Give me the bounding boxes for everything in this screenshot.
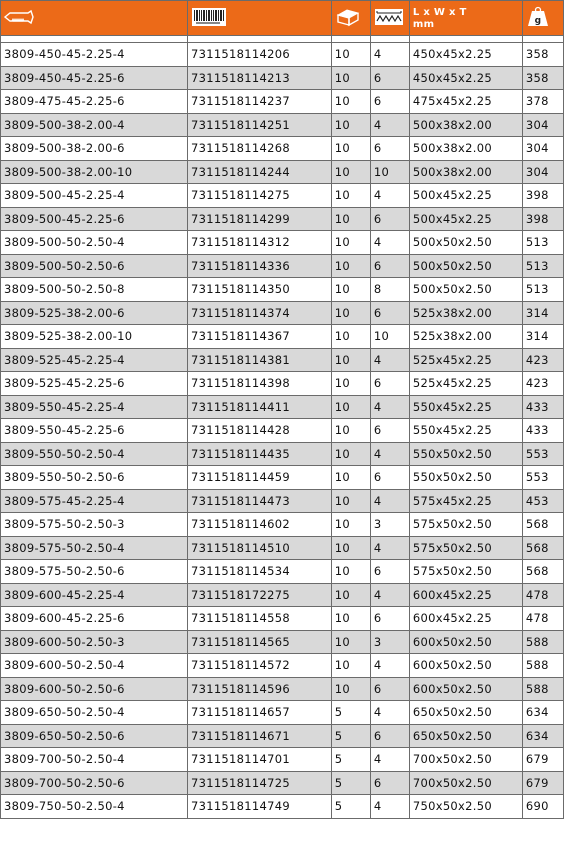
- article-number-cell: 3809-600-50-2.50-4: [1, 654, 188, 678]
- dimensions-cell: 650x50x2.50: [409, 724, 522, 748]
- dimensions-cell: 575x45x2.25: [409, 489, 522, 513]
- dimensions-cell: 550x50x2.50: [409, 466, 522, 490]
- teeth-per-inch-cell: 6: [370, 372, 409, 396]
- article-number-cell: 3809-600-45-2.25-6: [1, 607, 188, 631]
- table-row: [1, 301, 564, 325]
- article-number-cell: 3809-575-50-2.50-3: [1, 513, 188, 537]
- weight-cell: 433: [522, 395, 563, 419]
- article-number-cell: 3809-575-50-2.50-4: [1, 536, 188, 560]
- article-number-cell: 3809-550-45-2.25-4: [1, 395, 188, 419]
- package-quantity-cell: 10: [331, 66, 370, 90]
- weight-cell: 398: [522, 207, 563, 231]
- package-quantity-cell: 10: [331, 442, 370, 466]
- ean-code-cell: 7311518114206: [187, 43, 331, 67]
- teeth-per-inch-cell: 4: [370, 583, 409, 607]
- article-number-cell: 3809-575-45-2.25-4: [1, 489, 188, 513]
- article-number-cell: 3809-500-38-2.00-4: [1, 113, 188, 137]
- package-quantity-cell: 10: [331, 489, 370, 513]
- package-quantity-cell: 10: [331, 184, 370, 208]
- teeth-per-inch-cell: 4: [370, 113, 409, 137]
- article-number-cell: 3809-450-45-2.25-6: [1, 66, 188, 90]
- weight-cell: 588: [522, 654, 563, 678]
- weight-cell: 478: [522, 607, 563, 631]
- package-quantity-cell: 10: [331, 348, 370, 372]
- weight-cell: 478: [522, 583, 563, 607]
- package-quantity-cell: 5: [331, 724, 370, 748]
- package-quantity-cell: 10: [331, 90, 370, 114]
- dimensions-cell: 525x38x2.00: [409, 325, 522, 349]
- ean-code-cell: 7311518114572: [187, 654, 331, 678]
- teeth-per-inch-cell: 4: [370, 442, 409, 466]
- table-row: [1, 372, 564, 396]
- package-quantity-cell: 10: [331, 113, 370, 137]
- weight-cell: 314: [522, 325, 563, 349]
- weight-cell: 423: [522, 348, 563, 372]
- weight-cell: 679: [522, 771, 563, 795]
- table-row: [1, 254, 564, 278]
- dimensions-cell: 750x50x2.50: [409, 795, 522, 819]
- dimensions-cell: 550x50x2.50: [409, 442, 522, 466]
- teeth-per-inch-cell: 4: [370, 536, 409, 560]
- weight-cell: 634: [522, 724, 563, 748]
- header-article-number: [1, 1, 188, 36]
- table-row: [1, 513, 564, 537]
- package-quantity-cell: 10: [331, 466, 370, 490]
- ean-code-cell: 7311518114237: [187, 90, 331, 114]
- weight-cell: 513: [522, 254, 563, 278]
- header-ean-code: [187, 1, 331, 36]
- article-number-cell: 3809-575-50-2.50-6: [1, 560, 188, 584]
- dimensions-cell: 500x50x2.50: [409, 231, 522, 255]
- table-row: [1, 583, 564, 607]
- teeth-per-inch-cell: 4: [370, 654, 409, 678]
- table-row: [1, 207, 564, 231]
- article-number-cell: 3809-550-50-2.50-4: [1, 442, 188, 466]
- ean-code-cell: 7311518114244: [187, 160, 331, 184]
- package-quantity-cell: 5: [331, 748, 370, 772]
- table-row: [1, 536, 564, 560]
- package-quantity-cell: 10: [331, 254, 370, 278]
- article-number-cell: 3809-500-50-2.50-8: [1, 278, 188, 302]
- teeth-per-inch-cell: 6: [370, 466, 409, 490]
- teeth-per-inch-cell: 6: [370, 254, 409, 278]
- weight-cell: 568: [522, 536, 563, 560]
- table-row: [1, 231, 564, 255]
- table-row: [1, 442, 564, 466]
- dimensions-cell: 525x45x2.25: [409, 348, 522, 372]
- table-row: [1, 748, 564, 772]
- header-weight: [522, 1, 563, 36]
- package-quantity-cell: 10: [331, 301, 370, 325]
- weight-cell: 513: [522, 231, 563, 255]
- package-quantity-cell: 10: [331, 513, 370, 537]
- article-number-cell: 3809-525-45-2.25-6: [1, 372, 188, 396]
- package-quantity-cell: 10: [331, 160, 370, 184]
- teeth-per-inch-cell: 4: [370, 43, 409, 67]
- package-quantity-cell: 10: [331, 583, 370, 607]
- dimensions-cell: 600x45x2.25: [409, 583, 522, 607]
- weight-cell: 304: [522, 113, 563, 137]
- teeth-per-inch-cell: 4: [370, 348, 409, 372]
- ean-code-cell: 7311518114657: [187, 701, 331, 725]
- weight-cell: 679: [522, 748, 563, 772]
- package-quantity-cell: 10: [331, 278, 370, 302]
- article-number-cell: 3809-500-50-2.50-4: [1, 231, 188, 255]
- weight-cell: 358: [522, 66, 563, 90]
- table-row: [1, 795, 564, 819]
- weight-cell: 358: [522, 43, 563, 67]
- package-quantity-cell: 5: [331, 795, 370, 819]
- teeth-per-inch-cell: 8: [370, 278, 409, 302]
- ean-code-cell: 7311518114701: [187, 748, 331, 772]
- ean-code-cell: 7311518114565: [187, 630, 331, 654]
- ean-code-cell: 7311518114251: [187, 113, 331, 137]
- weight-cell: 553: [522, 442, 563, 466]
- dimensions-cell: 550x45x2.25: [409, 395, 522, 419]
- ean-code-cell: 7311518114510: [187, 536, 331, 560]
- dimensions-cell: 450x45x2.25: [409, 66, 522, 90]
- dimensions-cell: 500x38x2.00: [409, 137, 522, 161]
- weight-unit: g: [534, 15, 542, 26]
- dimensions-cell: 600x45x2.25: [409, 607, 522, 631]
- article-number-cell: 3809-600-45-2.25-4: [1, 583, 188, 607]
- header-dimensions: [409, 1, 522, 36]
- ean-code-cell: 7311518114367: [187, 325, 331, 349]
- weight-cell: 634: [522, 701, 563, 725]
- ean-code-cell: 7311518114725: [187, 771, 331, 795]
- dimensions-cell: 575x50x2.50: [409, 560, 522, 584]
- table-header: [1, 1, 564, 36]
- article-number-cell: 3809-525-38-2.00-10: [1, 325, 188, 349]
- weight-cell: 588: [522, 677, 563, 701]
- package-quantity-cell: 10: [331, 43, 370, 67]
- package-quantity-cell: 10: [331, 419, 370, 443]
- ean-code-cell: 7311518114534: [187, 560, 331, 584]
- teeth-per-inch-cell: 6: [370, 301, 409, 325]
- weight-icon: [526, 6, 550, 31]
- ean-code-cell: 7311518114749: [187, 795, 331, 819]
- dimensions-cell: 500x45x2.25: [409, 207, 522, 231]
- ean-code-cell: 7311518114268: [187, 137, 331, 161]
- article-number-cell: 3809-600-50-2.50-3: [1, 630, 188, 654]
- table-row: [1, 560, 564, 584]
- table-row: [1, 160, 564, 184]
- teeth-per-inch-cell: 10: [370, 325, 409, 349]
- table-body: [1, 36, 564, 819]
- teeth-per-inch-cell: 6: [370, 560, 409, 584]
- weight-cell: 568: [522, 560, 563, 584]
- dimensions-cell: 550x45x2.25: [409, 419, 522, 443]
- article-number-cell: 3809-750-50-2.50-4: [1, 795, 188, 819]
- table-row: [1, 724, 564, 748]
- table-row: [1, 90, 564, 114]
- teeth-per-inch-cell: 6: [370, 677, 409, 701]
- table-row: [1, 278, 564, 302]
- weight-cell: 314: [522, 301, 563, 325]
- ean-code-cell: 7311518114602: [187, 513, 331, 537]
- teeth-per-inch-cell: 6: [370, 607, 409, 631]
- article-number-cell: 3809-500-38-2.00-10: [1, 160, 188, 184]
- table-row: [1, 771, 564, 795]
- table-row: [1, 701, 564, 725]
- teeth-per-inch-cell: 4: [370, 395, 409, 419]
- article-number-cell: 3809-450-45-2.25-4: [1, 43, 188, 67]
- package-quantity-cell: 10: [331, 325, 370, 349]
- ean-code-cell: 7311518114435: [187, 442, 331, 466]
- table-row: [1, 43, 564, 67]
- teeth-per-inch-cell: 4: [370, 795, 409, 819]
- package-quantity-cell: 5: [331, 771, 370, 795]
- ean-code-cell: 7311518114459: [187, 466, 331, 490]
- teeth-per-inch-cell: 3: [370, 630, 409, 654]
- dimensions-cell: 575x50x2.50: [409, 513, 522, 537]
- weight-cell: 568: [522, 513, 563, 537]
- package-quantity-cell: 10: [331, 536, 370, 560]
- article-number-cell: 3809-600-50-2.50-6: [1, 677, 188, 701]
- article-number-cell: 3809-525-38-2.00-6: [1, 301, 188, 325]
- package-quantity-cell: 10: [331, 607, 370, 631]
- dimensions-cell: 600x50x2.50: [409, 630, 522, 654]
- article-number-cell: 3809-500-45-2.25-6: [1, 207, 188, 231]
- teeth-per-inch-cell: 4: [370, 701, 409, 725]
- package-quantity-cell: 10: [331, 395, 370, 419]
- ean-code-cell: 7311518114299: [187, 207, 331, 231]
- teeth-per-inch-cell: 3: [370, 513, 409, 537]
- dimensions-cell: 450x45x2.25: [409, 43, 522, 67]
- article-number-cell: 3809-500-45-2.25-4: [1, 184, 188, 208]
- teeth-per-inch-cell: 10: [370, 160, 409, 184]
- header-teeth-per-inch: [370, 1, 409, 36]
- dimensions-cell: 525x45x2.25: [409, 372, 522, 396]
- teeth-per-inch-cell: 6: [370, 90, 409, 114]
- package-quantity-cell: 5: [331, 701, 370, 725]
- teeth-per-inch-cell: 6: [370, 137, 409, 161]
- box-icon: [335, 7, 361, 30]
- dimensions-cell: 500x38x2.00: [409, 160, 522, 184]
- package-quantity-cell: 10: [331, 231, 370, 255]
- weight-cell: 398: [522, 184, 563, 208]
- header-gap: [1, 36, 564, 43]
- table-row: [1, 113, 564, 137]
- dimensions-cell: 575x50x2.50: [409, 536, 522, 560]
- ean-code-cell: 7311518114336: [187, 254, 331, 278]
- table-row: [1, 66, 564, 90]
- teeth-per-inch-cell: 4: [370, 748, 409, 772]
- dimensions-cell: 525x38x2.00: [409, 301, 522, 325]
- ean-code-cell: 7311518114558: [187, 607, 331, 631]
- weight-cell: 690: [522, 795, 563, 819]
- table-row: [1, 607, 564, 631]
- dimensions-cell: 500x45x2.25: [409, 184, 522, 208]
- article-number-cell: 3809-650-50-2.50-4: [1, 701, 188, 725]
- article-number-cell: 3809-700-50-2.50-6: [1, 771, 188, 795]
- dimensions-cell: 600x50x2.50: [409, 654, 522, 678]
- table-row: [1, 184, 564, 208]
- weight-cell: 453: [522, 489, 563, 513]
- ean-code-cell: 7311518172275: [187, 583, 331, 607]
- weight-cell: 433: [522, 419, 563, 443]
- teeth-per-inch-cell: 6: [370, 66, 409, 90]
- ean-code-cell: 7311518114275: [187, 184, 331, 208]
- weight-cell: 588: [522, 630, 563, 654]
- ean-code-cell: 7311518114411: [187, 395, 331, 419]
- table-row: [1, 137, 564, 161]
- article-number-cell: 3809-700-50-2.50-4: [1, 748, 188, 772]
- article-number-cell: 3809-550-45-2.25-6: [1, 419, 188, 443]
- dimensions-cell: 600x50x2.50: [409, 677, 522, 701]
- teeth-per-inch-cell: 4: [370, 489, 409, 513]
- weight-cell: 304: [522, 160, 563, 184]
- dimensions-cell: 475x45x2.25: [409, 90, 522, 114]
- article-number-cell: 3809-650-50-2.50-6: [1, 724, 188, 748]
- ean-code-cell: 7311518114312: [187, 231, 331, 255]
- package-quantity-cell: 10: [331, 560, 370, 584]
- table-row: [1, 325, 564, 349]
- teeth-per-inch-cell: 6: [370, 207, 409, 231]
- package-quantity-cell: 10: [331, 654, 370, 678]
- ean-code-cell: 7311518114213: [187, 66, 331, 90]
- dimension-unit: mm: [412, 19, 435, 30]
- package-quantity-cell: 10: [331, 137, 370, 161]
- ean-code-cell: 7311518114350: [187, 278, 331, 302]
- ean-code-cell: 7311518114398: [187, 372, 331, 396]
- ean-code-cell: 7311518114374: [187, 301, 331, 325]
- teeth-per-inch-cell: 6: [370, 771, 409, 795]
- ean-code-cell: 7311518114596: [187, 677, 331, 701]
- saw-blade-icon: [4, 9, 34, 28]
- ean-code-cell: 7311518114671: [187, 724, 331, 748]
- table-row: [1, 489, 564, 513]
- dimensions-cell: 700x50x2.50: [409, 748, 522, 772]
- table-row: [1, 466, 564, 490]
- table-row: [1, 419, 564, 443]
- weight-cell: 553: [522, 466, 563, 490]
- article-number-cell: 3809-525-45-2.25-4: [1, 348, 188, 372]
- package-quantity-cell: 10: [331, 372, 370, 396]
- ean-code-cell: 7311518114473: [187, 489, 331, 513]
- dimensions-cell: 700x50x2.50: [409, 771, 522, 795]
- table-row: [1, 654, 564, 678]
- header-package-quantity: [331, 1, 370, 36]
- dimensions-cell: 650x50x2.50: [409, 701, 522, 725]
- weight-cell: 423: [522, 372, 563, 396]
- dimensions-cell: 500x38x2.00: [409, 113, 522, 137]
- article-number-cell: 3809-475-45-2.25-6: [1, 90, 188, 114]
- table-row: [1, 395, 564, 419]
- ean-code-cell: 7311518114381: [187, 348, 331, 372]
- package-quantity-cell: 10: [331, 677, 370, 701]
- dimension-label: L x W x T: [412, 7, 467, 18]
- table-row: [1, 677, 564, 701]
- table-row: [1, 630, 564, 654]
- teeth-per-inch-cell: 6: [370, 724, 409, 748]
- weight-cell: 378: [522, 90, 563, 114]
- dimensions-cell: 500x50x2.50: [409, 278, 522, 302]
- dimensions-cell: 500x50x2.50: [409, 254, 522, 278]
- weight-cell: 304: [522, 137, 563, 161]
- article-number-cell: 3809-500-38-2.00-6: [1, 137, 188, 161]
- teeth-per-inch-cell: 4: [370, 184, 409, 208]
- barcode-icon: [191, 7, 227, 30]
- ean-code-cell: 7311518114428: [187, 419, 331, 443]
- table-row: [1, 348, 564, 372]
- article-number-cell: 3809-550-50-2.50-6: [1, 466, 188, 490]
- teeth-per-inch-cell: 6: [370, 419, 409, 443]
- package-quantity-cell: 10: [331, 630, 370, 654]
- tooth-profile-icon: [374, 7, 404, 30]
- article-number-cell: 3809-500-50-2.50-6: [1, 254, 188, 278]
- weight-cell: 513: [522, 278, 563, 302]
- package-quantity-cell: 10: [331, 207, 370, 231]
- teeth-per-inch-cell: 4: [370, 231, 409, 255]
